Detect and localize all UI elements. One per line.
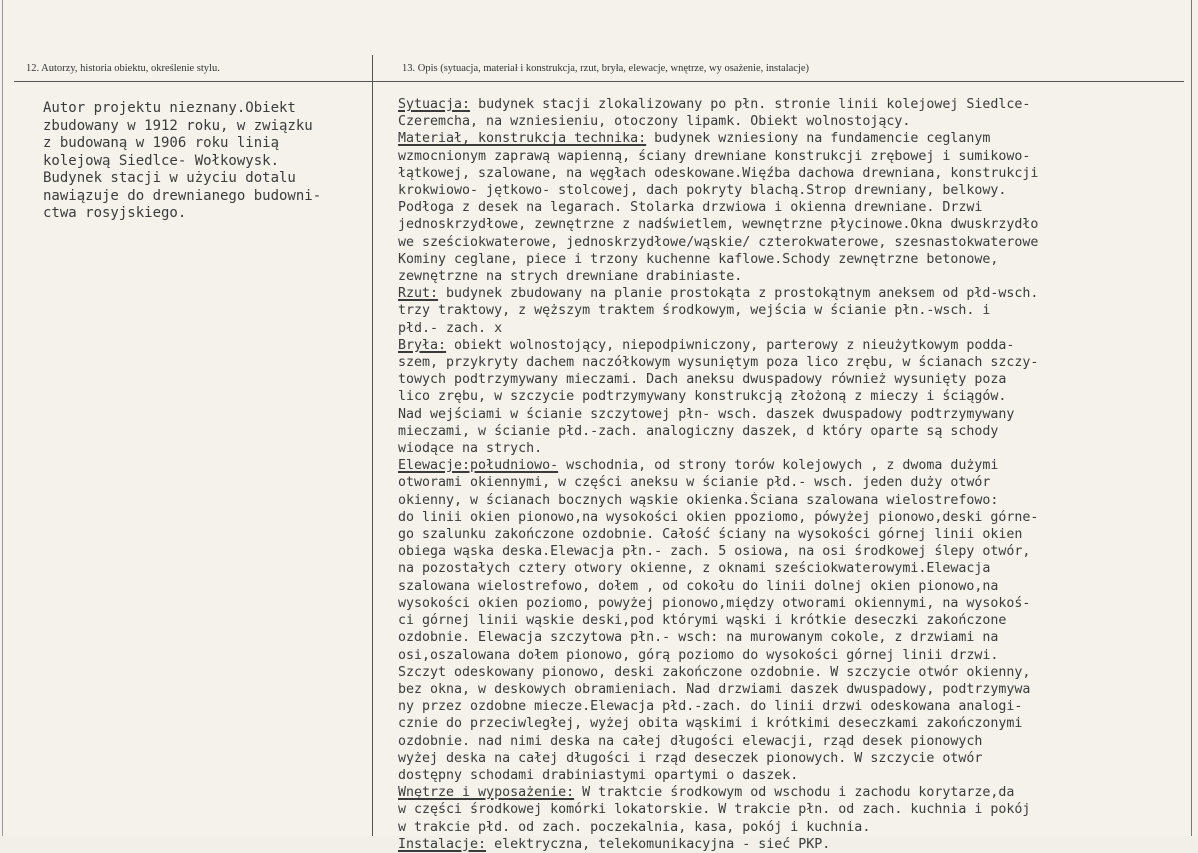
description-text-run: obiekt wolnostojący, niepodpiwniczony, parterowy z nieużytkowym podda- <box>446 337 1015 353</box>
description-text-run: otworami okiennymi, w części aneksu w ścianie płd.- wsch. jeden duży otwór <box>398 475 991 491</box>
history-line: nawiązuje do drewnianego budowni- <box>43 187 322 204</box>
description-line <box>398 406 1193 423</box>
description-line <box>398 113 1193 130</box>
description-line <box>398 492 1193 509</box>
description-text-run: elektryczna, telekomunikacyjna - sieć PKP. <box>486 836 831 852</box>
description-text-run: szalowana wielostrefowo, dołem , od cokołu do linii dolnej okien pionowo,na <box>398 578 999 594</box>
page-edge-left <box>2 0 3 836</box>
description-line <box>398 560 1193 577</box>
description-text-run: we sześciokwaterowe, jednoskrzydłowe/wąskie/ czterokwaterowe, szesnastokwaterowe <box>398 234 1039 250</box>
description-text-run: ny przez ozdobne miecze.Elewacja płd.-zach. do linii drzwi odeskowana analogi- <box>398 699 1023 715</box>
description-text-run: wysokości okien poziomo, powyżej pionowo,między otworami okiennymi, na wysokoś- <box>398 595 1031 611</box>
description-line <box>398 612 1193 629</box>
description-text-run: w trakcie płd. od zach. poczekalnia, kasa, pokój i kuchnia. <box>398 819 871 835</box>
description-line <box>398 698 1193 715</box>
description-text-run: obiega wąska deska.Elewacja płn.- zach. 5 osiowa, na osi środkowej ślepy otwór, <box>398 544 1031 560</box>
history-line: zbudowany w 1912 roku, w związku <box>43 117 313 134</box>
section-label: Wnętrze i wyposażenie: <box>398 785 575 801</box>
description-text-run: mieczami, w ścianie płd.-zach. analogiczny daszek, d który oparte są schody <box>398 423 999 439</box>
description-line <box>398 423 1193 440</box>
description-text-run: zewnętrzne na strych drewniane drabiniaste. <box>398 269 743 285</box>
description-line <box>398 578 1193 595</box>
section-label: Sytuacja: <box>398 97 471 112</box>
description-text-run: bez okna, w deskowych obramieniach. Nad drzwiami daszek dwuspadowy, podtrzymywa <box>398 681 1031 697</box>
description-line <box>398 543 1193 560</box>
description-text <box>398 96 1193 853</box>
description-line <box>398 819 1193 836</box>
description-text-run: na pozostałych cztery otwory okienne, z oknami sześciokwaterowymi.Elewacja <box>398 561 991 577</box>
description-line <box>398 440 1193 457</box>
description-line <box>398 130 1193 147</box>
description-text-run: okienny, w ścianach bocznych wąskie okienka.Ściana szalowana wielostrefowo: <box>398 492 999 508</box>
description-line <box>398 251 1193 268</box>
description-text-run: jednoskrzydłowe, zewnętrzne z nadświetlem, wewnętrzne płycinowe.Okna dwuskrzydło <box>398 217 1039 233</box>
description-text-run: budynek stacji zlokalizowany po płn. stronie linii kolejowej Siedlce- <box>470 97 1031 112</box>
description-text-run: płd.- zach. x <box>398 320 503 336</box>
description-line <box>398 767 1193 784</box>
description-line <box>398 354 1193 371</box>
description-text-run: Podłoga z desek na legarach. Stolarka drzwiowa i okienna drewniane. Drzwi <box>398 200 983 216</box>
description-line <box>398 509 1193 526</box>
description-line <box>398 836 1193 853</box>
description-text-run: budynek zbudowany na planie prostokąta z prostokątnym aneksem od płd-wsch. <box>438 286 1039 302</box>
description-text-run: wiodące na strych. <box>398 441 543 457</box>
description-line <box>398 457 1193 474</box>
description-text-run: go szalunku zakończone ozdobnie. Całość ściany na wysokości górnej linii okien <box>398 527 1023 543</box>
description-text-run: Nad wejściami w ścianie szczytowej płn- wsch. daszek dwuspadowy podtrzymywany <box>398 406 1015 422</box>
section-12-heading: 12. Autorzy, historia obiektu, określenie stylu. <box>26 63 220 74</box>
description-line <box>398 629 1193 646</box>
description-text-run: wzmocnionym zaprawą wapienną, ściany drewniane konstrukcji zrębowej i sumikowo- <box>398 148 1031 164</box>
description-text-run: lico zrębu, w szczycie podtrzymywany konstrukcją złożoną z mieczy i ściągów. <box>398 389 1007 405</box>
description-line <box>398 388 1193 405</box>
history-line: Autor projektu nieznany.Obiekt <box>43 100 296 116</box>
description-line <box>398 268 1193 285</box>
history-line: kolejową Siedlce- Wołkowysk. <box>43 152 280 169</box>
description-text-run: w części środkowej komórki lokatorskie. W trakcie płn. od zach. kuchnia i pokój <box>398 802 1031 818</box>
description-line <box>398 337 1193 354</box>
section-label: Rzut: <box>398 286 439 302</box>
description-text-run: Szczyt odeskowany pionowo, deski zakończone ozdobnie. W szczycie otwór okienny, <box>398 664 1031 680</box>
description-text-run: Kominy ceglane, piece i trzony kuchenne kaflowe.Schody zewnętrzne betonowe, <box>398 251 999 267</box>
description-line <box>398 474 1193 491</box>
section-13-heading: 13. Opis (sytuacja, materiał i konstrukcja, rzut, bryła, elewacje, wnętrze, wy osażenie, instalacje) <box>402 63 810 74</box>
description-line <box>398 320 1193 337</box>
description-text-run: wschodnia, od strony torów kolejowych , z dwoma dużymi <box>558 458 999 474</box>
description-text-run: towych podtrzymywany mieczami. Dach aneksu dwuspadowy również wysunięty poza <box>398 372 1007 388</box>
description-line <box>398 647 1193 664</box>
section-label: Elewacje:południowo- <box>398 458 559 474</box>
description-text-run: szem, przykryty dachem naczółkowym wysuniętym poza lico zrębu, w ścianach szczy- <box>398 355 1039 371</box>
description-text-run: ozdobnie. Elewacja szczytowa płn.- wsch: na murowanym cokole, z drzwiami na <box>398 630 999 646</box>
description-line <box>398 371 1193 388</box>
description-line <box>398 148 1193 165</box>
history-line: z budowaną w 1906 roku linią <box>43 135 280 151</box>
description-text-run: Czeremcha, na wzniesieniu, otoczony lipamk. Obiekt wolnostojący. <box>398 114 911 130</box>
description-text-run: cznie do przeciwległej, wyżej obita wąskimi i krótkimi deseczkami zakończonymi <box>398 716 1023 732</box>
description-text-run: ci górnej linii wąskie deski,pod którymi wąski i krótkie deseczki zakończone <box>398 613 1007 629</box>
description-text-run: trzy traktowy, z węższym traktem środkowym, wejścia w ścianie płn.-wsch. i <box>398 303 991 319</box>
description-line <box>398 165 1193 182</box>
description-line <box>398 96 1193 113</box>
description-line <box>398 285 1193 302</box>
description-line <box>398 199 1193 216</box>
section-label: Instalacje: <box>398 836 487 852</box>
description-line <box>398 216 1193 233</box>
description-text-run: krokwiowo- jętkowo- stolcowej, dach pokryty blachą.Strop drewniany, belkowy. <box>398 183 1007 199</box>
description-line <box>398 681 1193 698</box>
description-line <box>398 733 1193 750</box>
description-text-run: budynek wzniesiony na fundamencie ceglanym <box>646 131 991 147</box>
column-divider <box>372 55 373 836</box>
description-line <box>398 784 1193 801</box>
description-text-run: łątkowej, szalowane, na węgłach odeskowane.Więźba dachowa drewniana, konstrukcji <box>398 165 1039 181</box>
history-text <box>43 100 353 223</box>
description-line <box>398 715 1193 732</box>
description-line <box>398 182 1193 199</box>
description-line <box>398 302 1193 319</box>
description-line <box>398 664 1193 681</box>
description-text-run: W traktcie środkowym od wschodu i zachodu korytarze,da <box>574 785 1015 801</box>
description-line <box>398 526 1193 543</box>
history-line: ctwa rosyjskiego. <box>43 205 187 221</box>
description-text-run: dostępny schodami drabiniastymi opartymi o daszek. <box>398 767 799 783</box>
description-line <box>398 595 1193 612</box>
description-text-run: do linii okien pionowo,na wysokości okien ppoziomo, pówyżej pionowo,deski górne- <box>398 509 1039 525</box>
section-label: Bryła: <box>398 337 447 353</box>
description-text-run: osi,oszalowana dołem pionowo, górą poziomo do wysokości górnej linii drzwi. <box>398 647 999 663</box>
header-rule <box>14 81 1184 82</box>
description-text-run: ozdobnie. nad nimi deska na całej długości elewacji, rząd desek pionowych <box>398 733 983 749</box>
description-text-run: wyżej deska na całej długości i rząd deseczek pionowych. W szczycie otwór <box>398 750 983 766</box>
description-line <box>398 801 1193 818</box>
description-line <box>398 234 1193 251</box>
section-label: Materiał, konstrukcja technika: <box>398 131 647 147</box>
description-line <box>398 750 1193 767</box>
history-line: Budynek stacji w użyciu dotalu <box>43 170 296 186</box>
